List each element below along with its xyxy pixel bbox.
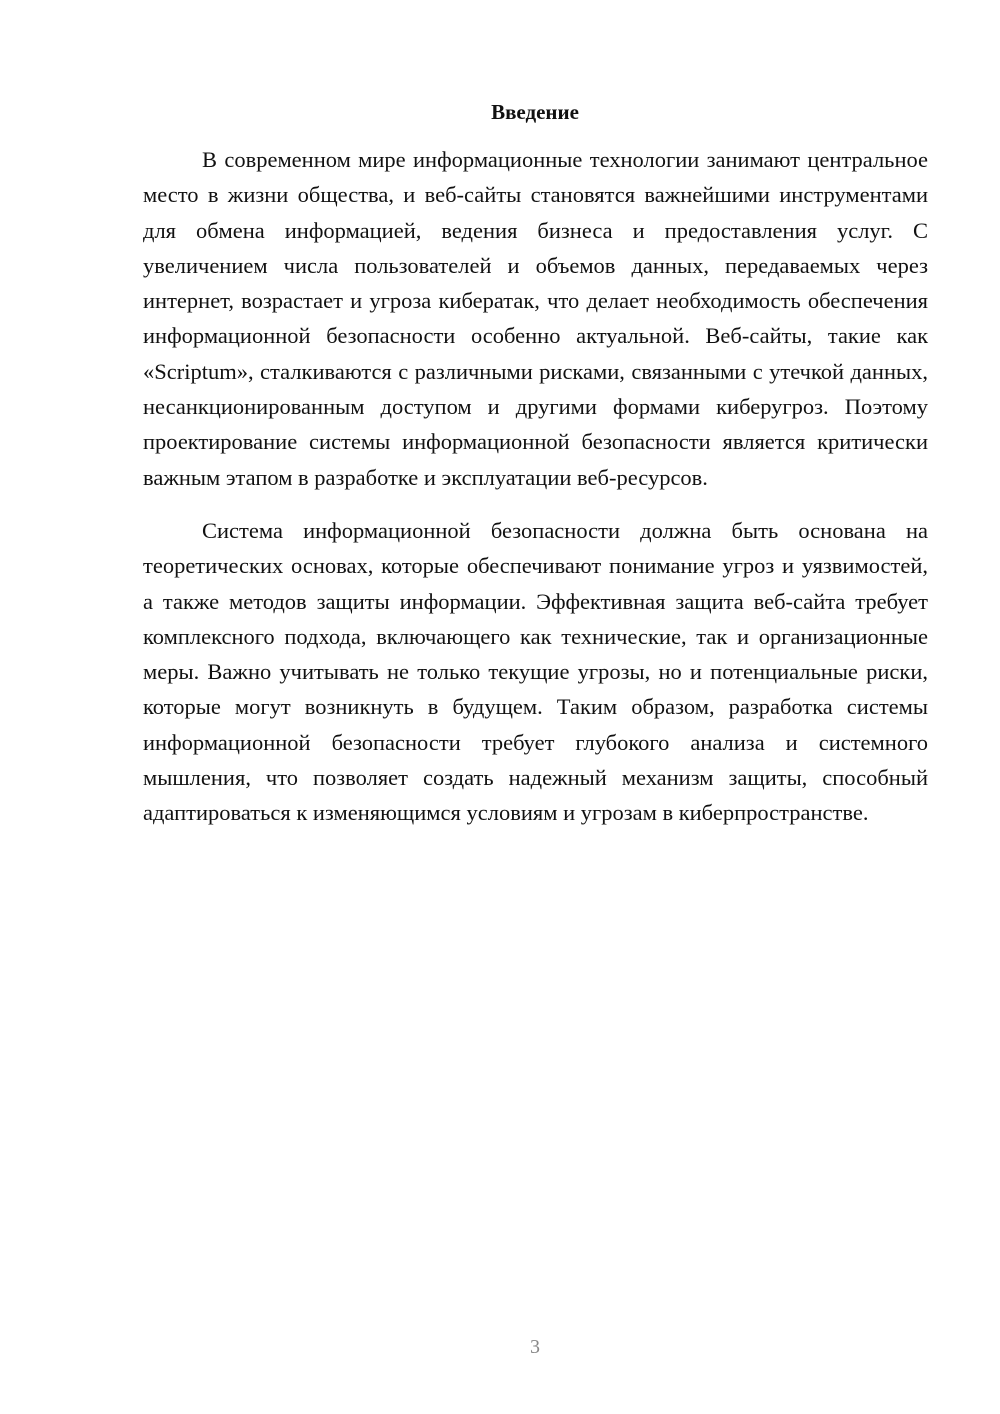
document-body	[143, 142, 928, 831]
paragraph-1: В современном мире информационные технологии занимают центральное место в жизни общества, и веб-сайты становятся важнейшими инструментами для обмена информацией, ведения бизнеса и предоставления услуг. С увеличением числа пользователей и объемов данных, передаваемых через интернет, возрастает и угроза кибератак, что делает необходимость обеспечения информационной безопасности особенно актуальной. Веб-сайты, такие как «Scriptum», сталкиваются с различными рисками, связанными с утечкой данных, несанкционированным доступом и другими формами киберугроз. Поэтому проектирование системы информационной безопасности является критически важным этапом в разработке и эксплуатации веб-ресурсов.	[143, 147, 928, 490]
page-number: 3	[530, 1336, 540, 1358]
paragraph-2: Система информационной безопасности должна быть основана на теоретических основах, которые обеспечивают понимание угроз и уязвимостей, а также методов защиты информации. Эффективная защита веб-сайта требует комплексного подхода, включающего как технические, так и организационные меры. Важно учитывать не только текущие угрозы, но и потенциальные риски, которые могут возникнуть в будущем. Таким образом, разработка системы информационной безопасности требует глубокого анализа и системного мышления, что позволяет создать надежный механизм защиты, способный адаптироваться к изменяющимся условиям и угрозам в киберпространстве.	[143, 517, 928, 826]
section-heading: Введение	[491, 100, 579, 124]
